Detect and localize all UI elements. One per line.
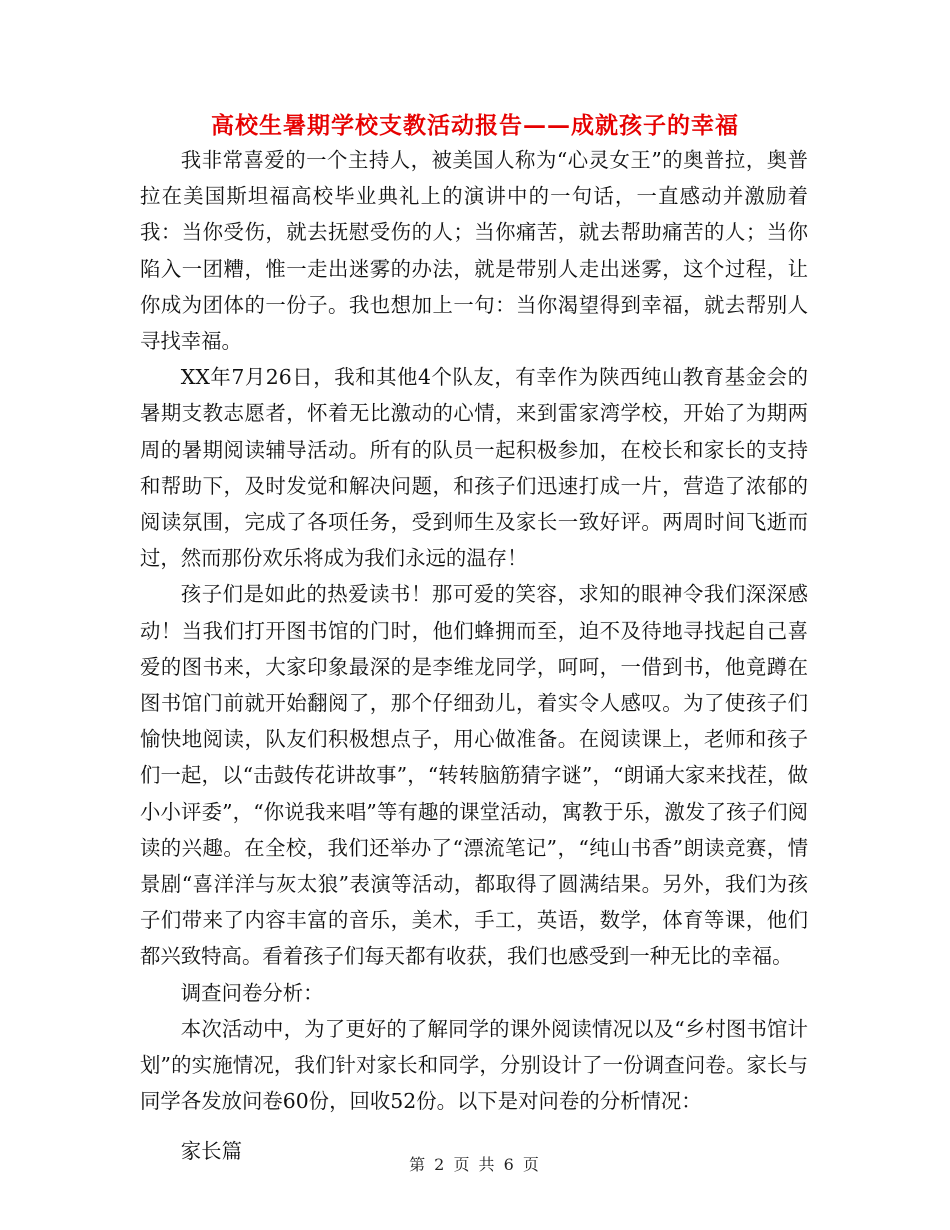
paragraph-survey: 本次活动中，为了更好的了解同学的课外阅读情况以及“乡村图书馆计划”的实施情况，我们针对家长和同学，分别设计了一份调查问卷。家长与同学各发放问卷60份，回收52份。以下是对问卷的分析情况： bbox=[140, 1016, 808, 1114]
paragraph-activity: XX年7月26日，我和其他4个队友，有幸作为陕西纯山教育基金会的暑期支教志愿者，怀着无比激动的心情，来到雷家湾学校，开始了为期两周的暑期阅读辅导活动。所有的队员一起积极参加，在校长和家长的支持和帮助下，及时发觉和解决问题，和孩子们迅速打成一片，营造了浓郁的阅读氛围，完成了各项任务，受到师生及家长一致好评。两周时间飞逝而过，然而那份欢乐将成为我们永远的温存！ bbox=[140, 365, 808, 571]
paragraph-reading: 孩子们是如此的热爱读书！那可爱的笑容，求知的眼神令我们深深感动！当我们打开图书馆的门时，他们蜂拥而至，迫不及待地寻找起自己喜爱的图书来，大家印象最深的是李维龙同学，呵呵，一借到书，他竟蹲在图书馆门前就开始翻阅了，那个仔细劲儿，着实令人感叹。为了使孩子们愉快地阅读，队友们积极想点子，用心做准备。在阅读课上，老师和孩子们一起，以“击鼓传花讲故事”，“转转脑筋猜字谜”，“朗诵大家来找茬，做小小评委”，“你说我来唱”等有趣的课堂活动，寓教于乐，激发了孩子们阅读的兴趣。在全校，我们还举办了“漂流笔记”，“纯山书香”朗读竞赛，情景剧“喜洋洋与灰太狼”表演等活动，都取得了圆满结果。另外，我们为孩子们带来了内容丰富的音乐，美术，手工，英语，数学，体育等课，他们都兴致特高。看着孩子们每天都有收获，我们也感受到一种无比的幸福。 bbox=[140, 582, 808, 969]
paragraph-intro: 我非常喜爱的一个主持人，被美国人称为“心灵女王”的奥普拉，奥普拉在美国斯坦福高校毕业典礼上的演讲中的一句话，一直感动并激励着我：当你受伤，就去抚慰受伤的人；当你痛苦，就去帮助痛苦的人；当你陷入一团糟，惟一走出迷雾的办法，就是带别人走出迷雾，这个过程，让你成为团体的一份子。我也想加上一句：当你渴望得到幸福，就去帮别人寻找幸福。 bbox=[140, 148, 808, 354]
document-title: 高校生暑期学校支教活动报告——成就孩子的幸福 bbox=[211, 112, 739, 139]
page-footer: 第 2 页 共 6 页 bbox=[409, 1155, 541, 1174]
section-heading-survey: 调查问卷分析： bbox=[180, 980, 324, 1005]
document-body bbox=[140, 142, 808, 1170]
section-heading-parents: 家长篇 bbox=[180, 1139, 242, 1164]
